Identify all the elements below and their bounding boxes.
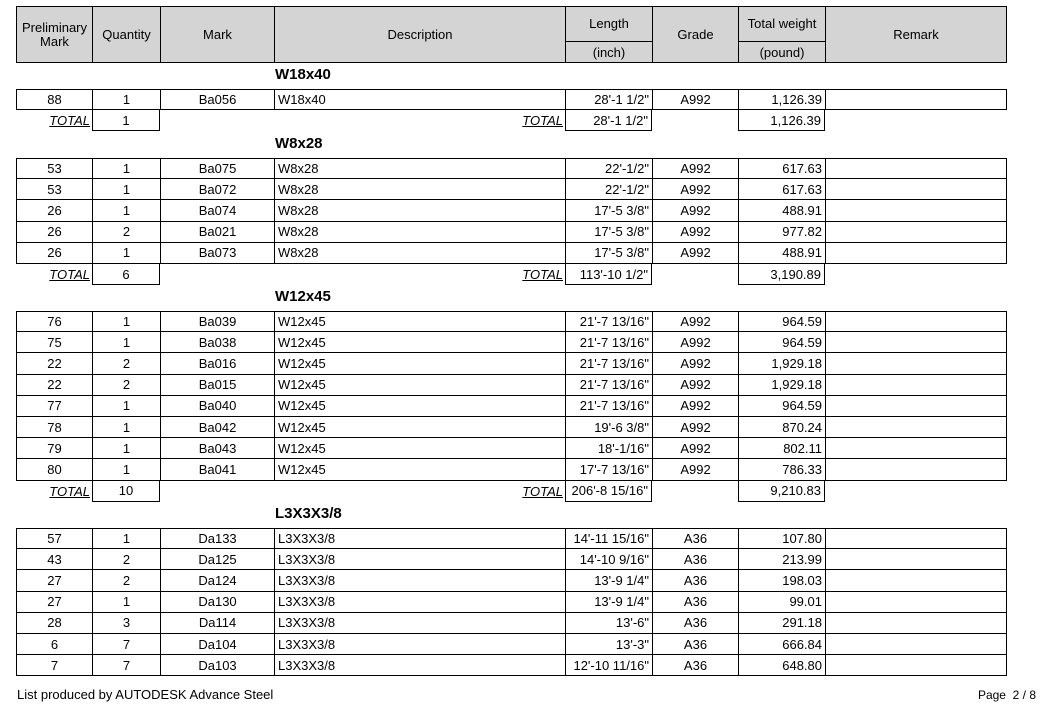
- total-label: TOTAL: [49, 483, 90, 499]
- cell-grade: A992: [652, 200, 738, 220]
- cell-prelim-mark: 79: [16, 438, 92, 458]
- cell-remark: [825, 179, 1007, 199]
- footer-page-label: Page: [977, 688, 1006, 702]
- header-mark: [160, 7, 274, 62]
- cell-mark: Da130: [160, 592, 274, 612]
- cell-mark: Ba042: [160, 417, 274, 437]
- cell-prelim-mark: 27: [16, 570, 92, 590]
- table-row: [16, 311, 1007, 332]
- cell-description: W8x28: [274, 200, 565, 220]
- group-title: W12x45: [275, 288, 331, 305]
- cell-remark: [825, 243, 1007, 263]
- cell-grade: A992: [652, 159, 738, 178]
- cell-quantity: 1: [92, 332, 160, 352]
- cell-grade: A992: [652, 417, 738, 437]
- total-quantity: 6: [92, 264, 160, 285]
- table-row: [16, 375, 1007, 396]
- cell-mark: Da133: [160, 529, 274, 548]
- cell-length: 21'-7 13/16": [565, 353, 652, 373]
- cell-mark: Ba073: [160, 243, 274, 263]
- cell-remark: [825, 655, 1007, 675]
- cell-description: L3X3X3/8: [274, 634, 565, 654]
- cell-total-weight: 488.91: [738, 243, 825, 263]
- cell-grade: A36: [652, 634, 738, 654]
- table-row: [16, 634, 1007, 655]
- cell-description: L3X3X3/8: [274, 655, 565, 675]
- total-weight: 3,190.89: [738, 264, 825, 285]
- cell-quantity: 1: [92, 243, 160, 263]
- cell-remark: [825, 396, 1007, 416]
- cell-description: W12x45: [274, 459, 565, 479]
- cell-grade: A36: [652, 529, 738, 548]
- cell-remark: [825, 549, 1007, 569]
- cell-remark: [825, 592, 1007, 612]
- cell-description: W12x45: [274, 396, 565, 416]
- cell-remark: [825, 200, 1007, 220]
- total-label: TOTAL: [49, 267, 90, 282]
- cell-prelim-mark: 43: [16, 549, 92, 569]
- cell-total-weight: 648.80: [738, 655, 825, 675]
- cell-quantity: 1: [92, 90, 160, 109]
- table-row: [16, 459, 1007, 480]
- cell-grade: A992: [652, 459, 738, 479]
- cell-quantity: 1: [92, 179, 160, 199]
- cell-mark: Ba072: [160, 179, 274, 199]
- header-total-weight: [738, 7, 825, 62]
- cell-mark: Ba040: [160, 396, 274, 416]
- cell-total-weight: 1,126.39: [738, 90, 825, 109]
- cell-prelim-mark: 53: [16, 179, 92, 199]
- cell-length: 21'-7 13/16": [565, 332, 652, 352]
- cell-total-weight: 1,929.18: [738, 375, 825, 395]
- total-quantity: 1: [92, 110, 160, 131]
- group-title: L3X3X3/8: [275, 505, 342, 522]
- cell-length: 13'-9 1/4": [565, 570, 652, 590]
- cell-prelim-mark: 22: [16, 375, 92, 395]
- cell-remark: [825, 634, 1007, 654]
- total-label: TOTAL: [522, 113, 563, 129]
- header-quantity-label: Quantity: [102, 26, 151, 42]
- cell-prelim-mark: 75: [16, 332, 92, 352]
- group-title: W8x28: [275, 135, 323, 152]
- cell-quantity: 2: [92, 549, 160, 569]
- cell-prelim-mark: 88: [16, 90, 92, 109]
- cell-quantity: 1: [92, 529, 160, 548]
- cell-description: L3X3X3/8: [274, 592, 565, 612]
- cell-description: W12x45: [274, 312, 565, 331]
- header-quantity: [92, 7, 160, 62]
- cell-grade: A36: [652, 549, 738, 569]
- cell-mark: Ba043: [160, 438, 274, 458]
- cell-length: 14'-10 9/16": [565, 549, 652, 569]
- table-row: [16, 438, 1007, 459]
- header-preliminary-mark: [16, 7, 92, 62]
- cell-length: 22'-1/2": [565, 179, 652, 199]
- table-row: [16, 200, 1007, 221]
- cell-remark: [825, 417, 1007, 437]
- cell-remark: [825, 222, 1007, 242]
- cell-total-weight: 488.91: [738, 200, 825, 220]
- total-weight: 1,126.39: [738, 110, 825, 131]
- cell-grade: A992: [652, 312, 738, 331]
- cell-quantity: 1: [92, 459, 160, 479]
- cell-description: L3X3X3/8: [274, 570, 565, 590]
- header-length: [565, 7, 652, 62]
- cell-total-weight: 977.82: [738, 222, 825, 242]
- total-quantity: 10: [92, 481, 160, 502]
- cell-prelim-mark: 6: [16, 634, 92, 654]
- cell-total-weight: 107.80: [738, 529, 825, 548]
- cell-length: 21'-7 13/16": [565, 312, 652, 331]
- header-description-label: Description: [387, 26, 453, 42]
- cell-mark: Da104: [160, 634, 274, 654]
- cell-length: 28'-1 1/2": [565, 90, 652, 109]
- cell-remark: [825, 90, 1007, 109]
- cell-length: 17'-7 13/16": [565, 459, 652, 479]
- table-row: [16, 158, 1007, 179]
- cell-mark: Ba038: [160, 332, 274, 352]
- total-length: 113'-10 1/2": [565, 264, 652, 285]
- cell-remark: [825, 312, 1007, 331]
- cell-remark: [825, 375, 1007, 395]
- cell-total-weight: 99.01: [738, 592, 825, 612]
- table-row: [16, 179, 1007, 200]
- cell-mark: Ba015: [160, 375, 274, 395]
- cell-grade: A36: [652, 570, 738, 590]
- header-length-divider: [566, 41, 652, 42]
- cell-remark: [825, 332, 1007, 352]
- total-label: TOTAL: [49, 113, 90, 129]
- cell-quantity: 1: [92, 396, 160, 416]
- footer-page: [978, 688, 1036, 702]
- cell-total-weight: 964.59: [738, 332, 825, 352]
- cell-mark: Da114: [160, 613, 274, 633]
- cell-grade: A992: [652, 179, 738, 199]
- cell-description: L3X3X3/8: [274, 613, 565, 633]
- cell-remark: [825, 613, 1007, 633]
- cell-grade: A992: [652, 243, 738, 263]
- header-remark-label: Remark: [893, 26, 939, 42]
- cell-remark: [825, 159, 1007, 178]
- cell-prelim-mark: 80: [16, 459, 92, 479]
- cell-total-weight: 1,929.18: [738, 353, 825, 373]
- table-row: [16, 528, 1007, 549]
- table-row: [16, 592, 1007, 613]
- cell-prelim-mark: 57: [16, 529, 92, 548]
- cell-mark: Ba021: [160, 222, 274, 242]
- cell-description: W12x45: [274, 332, 565, 352]
- total-length: 28'-1 1/2": [565, 110, 652, 131]
- total-label: TOTAL: [522, 483, 563, 499]
- cell-grade: A992: [652, 353, 738, 373]
- table-row: [16, 396, 1007, 417]
- cell-prelim-mark: 26: [16, 200, 92, 220]
- cell-quantity: 2: [92, 570, 160, 590]
- cell-total-weight: 617.63: [738, 159, 825, 178]
- cell-grade: A36: [652, 592, 738, 612]
- cell-grade: A992: [652, 90, 738, 109]
- cell-total-weight: 291.18: [738, 613, 825, 633]
- cell-quantity: 2: [92, 353, 160, 373]
- table-row: [16, 332, 1007, 353]
- cell-length: 17'-5 3/8": [565, 243, 652, 263]
- table-row: [16, 613, 1007, 634]
- header-grade: [652, 7, 738, 62]
- cell-description: W8x28: [274, 159, 565, 178]
- cell-total-weight: 964.59: [738, 312, 825, 331]
- cell-prelim-mark: 27: [16, 592, 92, 612]
- cell-length: 18'-1/16": [565, 438, 652, 458]
- cell-grade: A992: [652, 222, 738, 242]
- cell-mark: Ba041: [160, 459, 274, 479]
- cell-remark: [825, 438, 1007, 458]
- total-length: 206'-8 15/16": [565, 481, 652, 502]
- table-row: [16, 549, 1007, 570]
- group-title: W18x40: [275, 66, 331, 83]
- cell-length: 12'-10 11/16": [565, 655, 652, 675]
- cell-description: W12x45: [274, 417, 565, 437]
- cell-mark: Da124: [160, 570, 274, 590]
- footer-produced-by: List produced by AUTODESK Advance Steel: [17, 687, 274, 702]
- cell-remark: [825, 459, 1007, 479]
- cell-mark: Da125: [160, 549, 274, 569]
- cell-quantity: 7: [92, 634, 160, 654]
- header-remark: [825, 7, 1007, 62]
- cell-total-weight: 198.03: [738, 570, 825, 590]
- cell-prelim-mark: 26: [16, 222, 92, 242]
- cell-mark: Ba074: [160, 200, 274, 220]
- cell-prelim-mark: 78: [16, 417, 92, 437]
- cell-mark: Da103: [160, 655, 274, 675]
- cell-prelim-mark: 28: [16, 613, 92, 633]
- cell-remark: [825, 570, 1007, 590]
- cell-prelim-mark: 53: [16, 159, 92, 178]
- header-length-label: Length: [589, 16, 629, 31]
- cell-length: 14'-11 15/16": [565, 529, 652, 548]
- cell-length: 13'-3": [565, 634, 652, 654]
- header-grade-label: Grade: [677, 26, 714, 42]
- table-row: [16, 243, 1007, 264]
- cell-length: 13'-9 1/4": [565, 592, 652, 612]
- cell-prelim-mark: 22: [16, 353, 92, 373]
- cell-grade: A36: [652, 613, 738, 633]
- table-row: [16, 655, 1007, 676]
- cell-description: W12x45: [274, 438, 565, 458]
- cell-description: W8x28: [274, 243, 565, 263]
- cell-quantity: 1: [92, 417, 160, 437]
- cell-quantity: 1: [92, 200, 160, 220]
- cell-total-weight: 870.24: [738, 417, 825, 437]
- table-header: [16, 6, 1007, 63]
- cell-mark: Ba056: [160, 90, 274, 109]
- header-weight-divider: [739, 41, 825, 42]
- cell-length: 21'-7 13/16": [565, 396, 652, 416]
- cell-remark: [825, 353, 1007, 373]
- header-length-unit: (inch): [592, 45, 626, 60]
- header-weight-unit: (pound): [759, 45, 805, 60]
- cell-description: W8x28: [274, 222, 565, 242]
- cell-description: L3X3X3/8: [274, 529, 565, 548]
- table-row: [16, 89, 1007, 110]
- cell-quantity: 2: [92, 375, 160, 395]
- cell-length: 19'-6 3/8": [565, 417, 652, 437]
- cell-length: 13'-6": [565, 613, 652, 633]
- table-row: [16, 570, 1007, 591]
- cell-length: 17'-5 3/8": [565, 200, 652, 220]
- cell-total-weight: 617.63: [738, 179, 825, 199]
- cell-description: W8x28: [274, 179, 565, 199]
- cell-total-weight: 213.99: [738, 549, 825, 569]
- cell-description: W12x45: [274, 353, 565, 373]
- cell-quantity: 1: [92, 438, 160, 458]
- cell-length: 21'-7 13/16": [565, 375, 652, 395]
- table-row: [16, 222, 1007, 243]
- cell-length: 17'-5 3/8": [565, 222, 652, 242]
- cell-mark: Ba075: [160, 159, 274, 178]
- cell-quantity: 1: [92, 159, 160, 178]
- cell-quantity: 1: [92, 312, 160, 331]
- footer-page-number: 2 / 8: [1012, 688, 1036, 702]
- cell-description: W18x40: [274, 90, 565, 109]
- header-total-weight-label: Total weight: [747, 16, 817, 31]
- cell-remark: [825, 529, 1007, 548]
- cell-mark: Ba039: [160, 312, 274, 331]
- cell-quantity: 3: [92, 613, 160, 633]
- cell-total-weight: 786.33: [738, 459, 825, 479]
- cell-quantity: 7: [92, 655, 160, 675]
- cell-prelim-mark: 26: [16, 243, 92, 263]
- cell-prelim-mark: 76: [16, 312, 92, 331]
- table-row: [16, 353, 1007, 374]
- cell-total-weight: 964.59: [738, 396, 825, 416]
- cell-prelim-mark: 7: [16, 655, 92, 675]
- cell-mark: Ba016: [160, 353, 274, 373]
- header-description: [274, 7, 565, 62]
- cell-grade: A992: [652, 375, 738, 395]
- cell-total-weight: 666.84: [738, 634, 825, 654]
- total-label: TOTAL: [522, 267, 563, 282]
- header-preliminary-mark-label: Preliminary Mark: [21, 19, 87, 49]
- cell-grade: A992: [652, 438, 738, 458]
- table-row: [16, 417, 1007, 438]
- header-mark-label: Mark: [203, 26, 232, 42]
- cell-quantity: 1: [92, 592, 160, 612]
- cell-total-weight: 802.11: [738, 438, 825, 458]
- cell-grade: A992: [652, 396, 738, 416]
- cell-quantity: 2: [92, 222, 160, 242]
- cell-grade: A992: [652, 332, 738, 352]
- cell-length: 22'-1/2": [565, 159, 652, 178]
- cell-description: W12x45: [274, 375, 565, 395]
- cell-grade: A36: [652, 655, 738, 675]
- total-weight: 9,210.83: [738, 481, 825, 502]
- cell-description: L3X3X3/8: [274, 549, 565, 569]
- cell-prelim-mark: 77: [16, 396, 92, 416]
